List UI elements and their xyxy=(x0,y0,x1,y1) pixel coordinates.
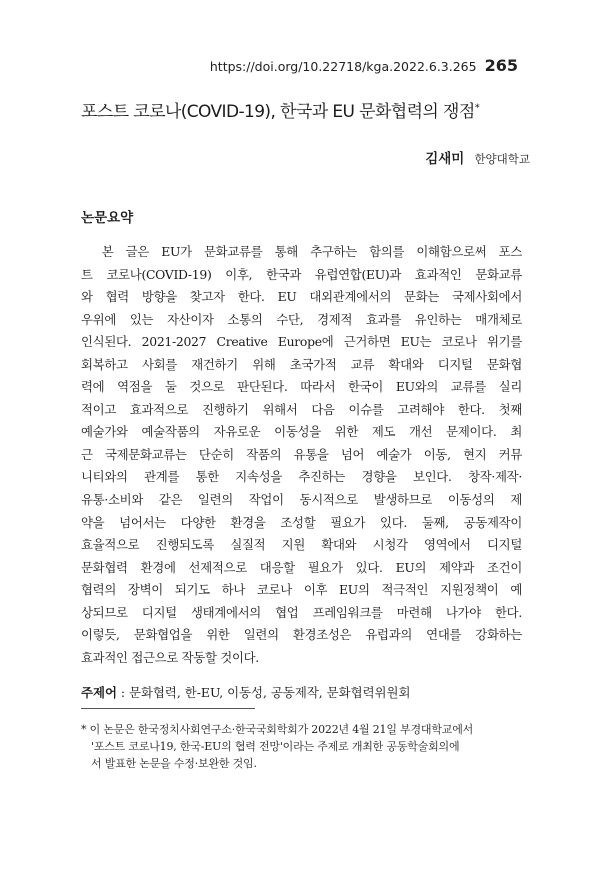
abstract-line: 니티와의 관계를 통한 지속성을 추진하는 경향을 보인다. 창작·제작· xyxy=(81,469,522,485)
abstract-line: 적이고 효과적으로 진행하기 위해서 다음 이슈를 고려해야 한다. 첫째 xyxy=(81,401,522,417)
keywords-label: 주제어 xyxy=(81,685,117,700)
footnote-line: * 이 논문은 한국정치사회연구소·한국국회학회가 2022년 4월 21일 부경대학교에서 xyxy=(81,723,474,736)
abstract-line: 유통·소비와 같은 일련의 작업이 동시적으로 발생하므로 이동성의 제 xyxy=(81,492,522,508)
abstract-line: 협력의 장벽이 되기도 하나 코로나 이후 EU의 적극적인 지원정책이 예 xyxy=(81,582,522,598)
abstract-line: 효과적인 접근으로 작동할 것이다. xyxy=(81,649,259,665)
abstract-line: 예술가와 예술작품의 자유로운 이동성을 위한 제도 개선 문제이다. 최 xyxy=(81,424,522,440)
abstract-body xyxy=(81,241,522,669)
page-number: 265 xyxy=(484,56,518,75)
abstract-line: 상되므로 디지털 생태계에서의 협업 프레임워크를 마련해 나가야 한다. xyxy=(81,604,522,620)
author-affiliation: 한양대학교 xyxy=(474,152,530,166)
abstract-line: 우위에 있는 자산이자 소통의 수단, 경제적 효과를 유인하는 매개체로 xyxy=(81,311,522,327)
abstract-heading: 논문요약 xyxy=(81,210,134,226)
abstract-line: 약을 넘어서는 다양한 환경을 조성할 필요가 있다. 둘째, 공동제작이 xyxy=(81,514,522,530)
running-header xyxy=(210,56,518,75)
abstract-line: 력에 역점을 둘 것으로 판단된다. 따라서 한국이 EU와의 교류를 실리 xyxy=(81,379,522,395)
footnote-line: '포스트 코로나19, 한국-EU의 협력 전망'이라는 주제로 개최한 공동학술회의에 xyxy=(91,740,460,753)
paper-title xyxy=(81,97,541,122)
author-name: 김새미 xyxy=(425,151,465,167)
author-line xyxy=(425,147,530,167)
abstract-line: 효율적으로 진행되도록 실질적 지원 확대와 시청각 영역에서 디지털 xyxy=(81,537,522,553)
keywords-text: 문화협력, 한-EU, 이동성, 공동제작, 문화협력위원회 xyxy=(128,685,411,700)
abstract-line: 와 협력 방향을 찾고자 한다. EU 대외관계에서의 문화는 국제사회에서 xyxy=(81,289,522,305)
abstract-line: 문화협력 환경에 선제적으로 대응할 필요가 있다. EU의 제약과 조건이 xyxy=(81,559,522,575)
doi-link[interactable]: https://doi.org/10.22718/kga.2022.6.3.265 xyxy=(209,59,477,74)
keywords-line xyxy=(81,683,410,701)
keywords-separator: : xyxy=(116,685,129,700)
abstract-line: 근 국제문화교류는 단순히 작품의 유통을 넘어 예술가 이동, 현지 커뮤 xyxy=(81,446,522,462)
paper-title-text: 포스트 코로나(COVID-19), 한국과 EU 문화협력의 쟁점 xyxy=(81,102,475,122)
abstract-line: 트 코로나(COVID-19) 이후, 한국과 유럽연합(EU)과 효과적인 문화교류 xyxy=(81,266,522,282)
abstract-line: 본 글은 EU가 문화교류를 통해 추구하는 함의를 이해함으로써 포스 xyxy=(81,244,522,259)
footnote xyxy=(81,721,526,772)
abstract-line: 이렇듯, 문화협업을 위한 일련의 환경조성은 유럽과의 연대를 강화하는 xyxy=(81,627,522,643)
footnote-divider xyxy=(81,708,255,709)
abstract-line: 회복하고 사회를 재건하기 위해 초국가적 교류 확대와 디지털 문화협 xyxy=(81,356,522,372)
abstract-line: 인식된다. 2021-2027 Creative Europe에 근거하면 EU는 코로나 위기를 xyxy=(81,334,522,350)
footnote-line: 서 발표한 논문을 수정·보완한 것임. xyxy=(91,757,257,770)
title-footnote-marker: * xyxy=(474,102,480,114)
